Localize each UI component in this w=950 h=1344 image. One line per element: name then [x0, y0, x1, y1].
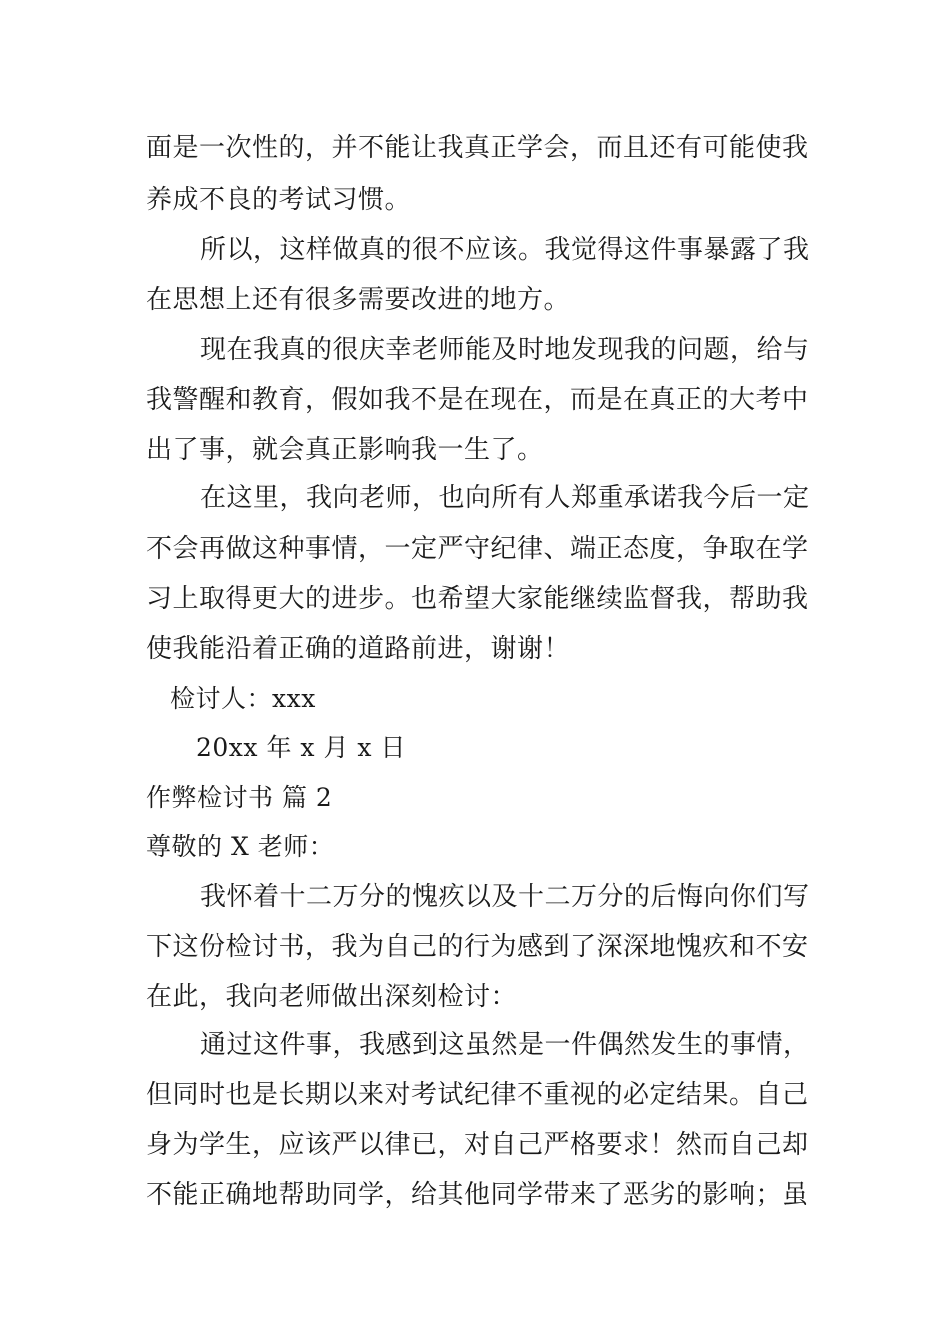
text-line: 在思想上还有很多需要改进的地方。 — [146, 285, 571, 315]
text-line: 出了事，就会真正影响我一生了。 — [146, 435, 544, 465]
text-line: 在这里，我向老师，也向所有人郑重承诺我今后一定 — [200, 483, 810, 513]
text-line: 下这份检讨书，我为自己的行为感到了深深地愧疚和不安 — [146, 932, 809, 962]
signer-line: 检讨人：xxx — [170, 684, 316, 713]
text-line: 所以，这样做真的很不应该。我觉得这件事暴露了我 — [200, 235, 810, 265]
text-line: 不能正确地帮助同学，给其他同学带来了恶劣的影响；虽 — [146, 1180, 809, 1210]
section-heading: 作弊检讨书 篇 2 — [146, 783, 333, 812]
text-line: 我警醒和教育，假如我不是在现在，而是在真正的大考中 — [146, 385, 809, 415]
text-line: 通过这件事，我感到这虽然是一件偶然发生的事情， — [200, 1030, 810, 1060]
text-line: 使我能沿着正确的道路前进，谢谢！ — [146, 634, 571, 664]
text-line: 现在我真的很庆幸老师能及时地发现我的问题，给与 — [200, 335, 810, 365]
date-line: 20xx 年 x 月 x 日 — [196, 733, 406, 762]
salutation: 尊敬的 X 老师： — [146, 832, 335, 861]
text-line: 养成不良的考试习惯。 — [146, 185, 412, 215]
text-line: 身为学生，应该严以律已，对自己严格要求！然而自己却 — [146, 1130, 809, 1160]
text-line: 面是一次性的，并不能让我真正学会，而且还有可能使我 — [146, 133, 809, 163]
text-line: 在此，我向老师做出深刻检讨： — [146, 982, 518, 1012]
text-line: 我怀着十二万分的愧疚以及十二万分的后悔向你们写 — [200, 882, 810, 912]
text-line: 习上取得更大的进步。也希望大家能继续监督我，帮助我 — [146, 584, 809, 614]
text-line: 但同时也是长期以来对考试纪律不重视的必定结果。自己 — [146, 1080, 809, 1110]
text-line: 不会再做这种事情，一定严守纪律、端正态度，争取在学 — [146, 534, 809, 564]
